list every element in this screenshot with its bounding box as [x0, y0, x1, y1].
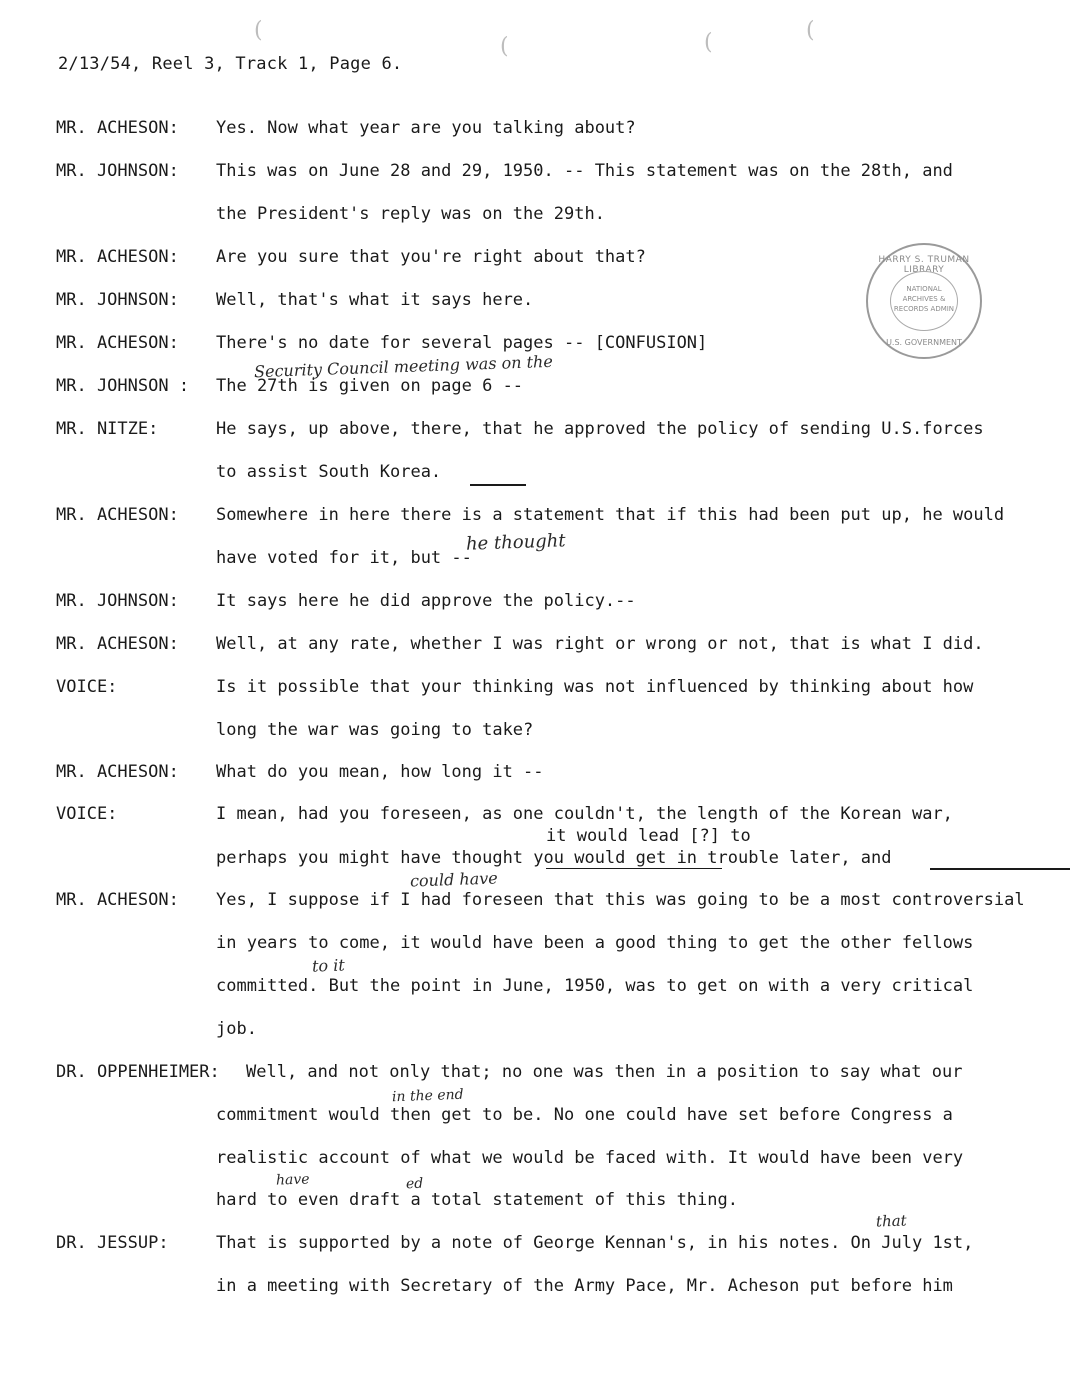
line-text: in a meeting with Secretary of the Army Pace, Mr. Acheson put before him	[216, 1276, 953, 1296]
transcript-line	[0, 720, 1074, 744]
line-text: There's no date for several pages -- [CONFUSION]	[216, 333, 708, 353]
speaker-label: MR. NITZE:	[56, 419, 159, 439]
line-text: Well, and not only that; no one was then in a position to say what our	[246, 1062, 963, 1082]
blank-underline	[930, 868, 1070, 870]
archive-stamp	[866, 243, 982, 359]
handwritten-note: Security Council meeting was on the	[253, 351, 554, 382]
transcript-line	[0, 933, 1074, 957]
line-text: hard to even draft a total statement of this thing.	[216, 1190, 738, 1210]
speaker-label: MR. JOHNSON :	[56, 376, 190, 396]
handwritten-note: that	[875, 1211, 907, 1231]
line-text: Yes, I suppose if I had foreseen that this was going to be a most controversial	[216, 890, 1025, 910]
line-text: Are you sure that you're right about that?	[216, 247, 646, 267]
speaker-label: MR. ACHESON:	[56, 505, 179, 525]
speaker-label: MR. JOHNSON:	[56, 161, 179, 181]
page-header: 2/13/54, Reel 3, Track 1, Page 6.	[58, 54, 403, 74]
line-text: Well, at any rate, whether I was right or wrong or not, that is what I did.	[216, 634, 984, 654]
speaker-label: VOICE:	[56, 804, 118, 824]
line-text: to assist South Korea.	[216, 462, 442, 482]
line-text: What do you mean, how long it --	[216, 762, 544, 782]
line-text: job.	[216, 1019, 257, 1039]
transcript-line	[0, 1233, 1074, 1257]
stamp-bottom-text: U.S. GOVERNMENT	[886, 338, 962, 347]
transcript-line	[0, 1148, 1074, 1172]
line-text: long the war was going to take?	[216, 720, 534, 740]
line-text: He says, up above, there, that he approved the policy of sending U.S.forces	[216, 419, 984, 439]
speaker-label: DR. JESSUP:	[56, 1233, 169, 1253]
transcript-line	[0, 161, 1074, 185]
speaker-label: MR. ACHESON:	[56, 118, 179, 138]
transcript-line	[0, 376, 1074, 400]
transcript-line	[0, 1105, 1074, 1129]
margin-mark: (	[704, 30, 713, 55]
transcript-line	[0, 419, 1074, 443]
handwritten-note: to it	[311, 955, 346, 976]
line-text: realistic account of what we would be faced with. It would have been very	[216, 1148, 964, 1168]
speaker-label: VOICE:	[56, 677, 118, 697]
transcript-line	[0, 204, 1074, 228]
line-text: Is it possible that your thinking was not influenced by thinking about how	[216, 677, 974, 697]
line-text: the President's reply was on the 29th.	[216, 204, 605, 224]
transcript-line	[0, 591, 1074, 615]
line-text: committed. But the point in June, 1950, was to get on with a very critical	[216, 976, 974, 996]
line-text: I mean, had you foreseen, as one couldn't, the length of the Korean war,	[216, 804, 953, 824]
line-text: The 27th is given on page 6 --	[216, 376, 524, 396]
line-text: Somewhere in here there is a statement that if this had been put up, he would	[216, 505, 1005, 525]
line-text: This was on June 28 and 29, 1950. -- This statement was on the 28th, and	[216, 161, 953, 181]
transcript-line	[0, 505, 1074, 529]
handwritten-note: in the end	[391, 1086, 464, 1106]
line-text: have voted for it, but --	[216, 548, 472, 568]
transcript-line	[0, 1276, 1074, 1300]
handwritten-note: could have	[409, 868, 499, 891]
speaker-label: DR. OPPENHEIMER:	[56, 1062, 220, 1082]
transcript-line	[0, 1062, 1074, 1086]
transcript-line	[0, 677, 1074, 701]
text-underline	[546, 868, 722, 869]
transcript-line	[0, 826, 1074, 850]
margin-mark: (	[500, 34, 509, 59]
transcript-line	[0, 890, 1074, 914]
speaker-label: MR. ACHESON:	[56, 634, 179, 654]
transcript-line	[0, 1019, 1074, 1043]
speaker-label: MR. ACHESON:	[56, 247, 179, 267]
transcript-line	[0, 762, 1074, 786]
transcript-line	[0, 634, 1074, 658]
transcript-line	[0, 462, 1074, 486]
blank-underline	[470, 484, 526, 486]
speaker-label: MR. JOHNSON:	[56, 591, 179, 611]
stamp-inner-text: NATIONAL ARCHIVES & RECORDS ADMIN	[890, 271, 958, 331]
transcript-line	[0, 976, 1074, 1000]
handwritten-note: have	[275, 1171, 310, 1189]
line-text: perhaps you might have thought you would get in trouble later, and	[216, 848, 892, 868]
margin-mark: (	[806, 18, 815, 43]
transcript-line	[0, 1190, 1074, 1214]
speaker-label: MR. ACHESON:	[56, 762, 179, 782]
transcript-line	[0, 118, 1074, 142]
transcript-line	[0, 804, 1074, 828]
stamp-top-text: HARRY S. TRUMAN LIBRARY	[878, 255, 970, 275]
line-text: in years to come, it would have been a good thing to get the other fellows	[216, 933, 974, 953]
handwritten-note: ed	[405, 1175, 424, 1193]
line-text: commitment would then get to be. No one could have set before Congress a	[216, 1105, 953, 1125]
line-text: it would lead [?] to	[546, 826, 751, 846]
speaker-label: MR. ACHESON:	[56, 333, 179, 353]
speaker-label: MR. JOHNSON:	[56, 290, 179, 310]
line-text: Well, that's what it says here.	[216, 290, 534, 310]
handwritten-note: he thought	[465, 530, 566, 555]
speaker-label: MR. ACHESON:	[56, 890, 179, 910]
line-text: Yes. Now what year are you talking about?	[216, 118, 636, 138]
transcript-line	[0, 848, 1074, 872]
line-text: It says here he did approve the policy.--	[216, 591, 636, 611]
line-text: That is supported by a note of George Kennan's, in his notes. On July 1st,	[216, 1233, 974, 1253]
margin-mark: (	[254, 18, 263, 43]
